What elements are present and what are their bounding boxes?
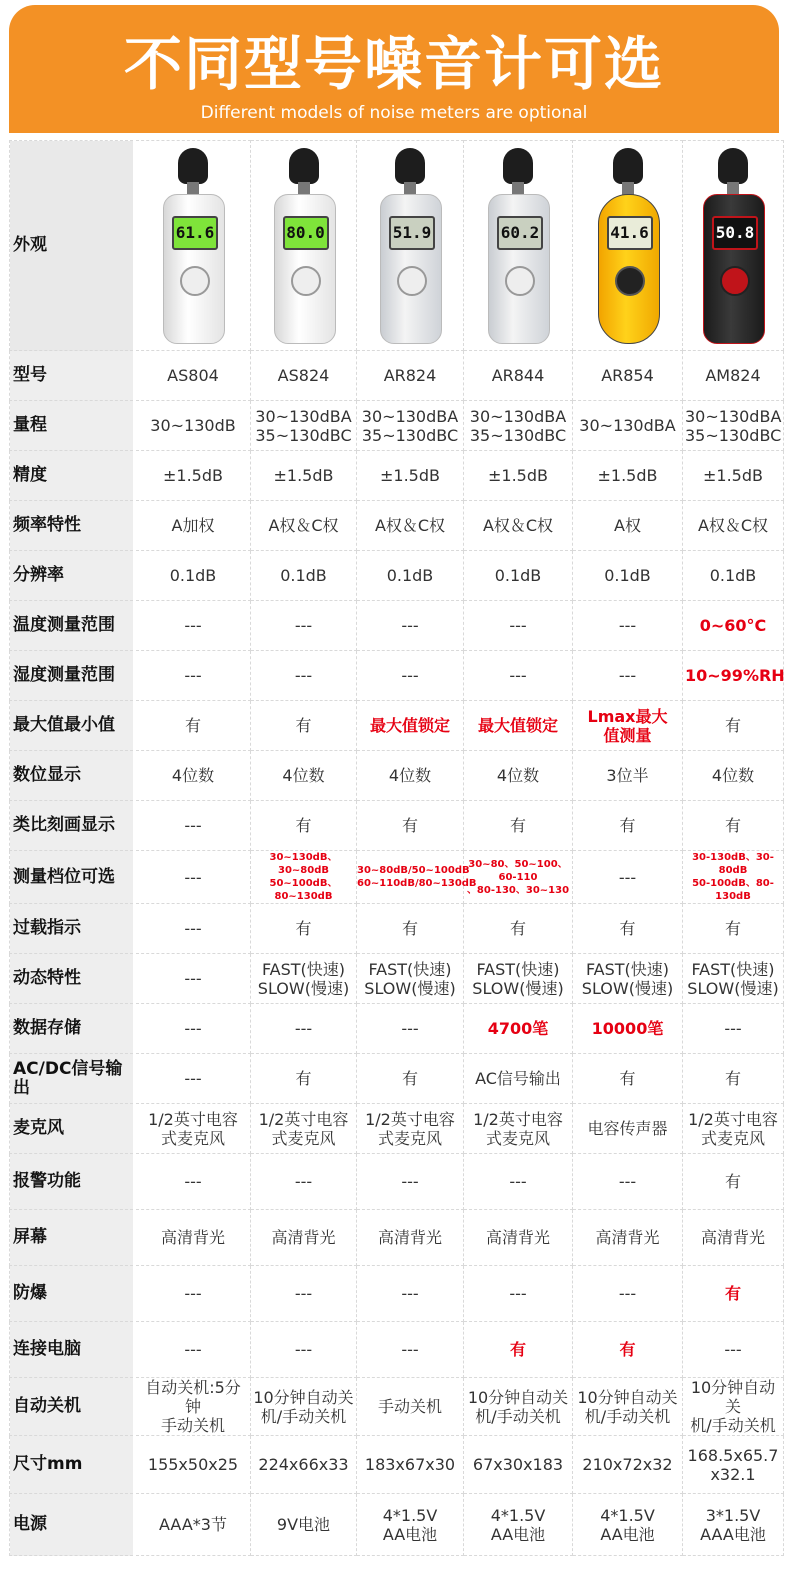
appearance-row xyxy=(10,141,784,351)
spec-row xyxy=(10,1378,784,1436)
spec-cell: 高清背光 xyxy=(251,1210,357,1266)
spec-cell: --- xyxy=(357,1004,464,1054)
spec-cell: 30~130dBA xyxy=(573,401,683,451)
row-label: 连接电脑 xyxy=(10,1322,135,1378)
spec-cell: --- xyxy=(573,851,683,904)
row-label: 屏幕 xyxy=(10,1210,135,1266)
row-label: 分辨率 xyxy=(10,551,135,601)
spec-cell: 4*1.5V AA电池 xyxy=(357,1494,464,1556)
spec-cell: 有 xyxy=(251,1054,357,1104)
row-label: 类比刻画显示 xyxy=(10,801,135,851)
spec-cell: --- xyxy=(251,1266,357,1322)
device-mic xyxy=(395,148,425,184)
spec-row xyxy=(10,1004,784,1054)
spec-cell: --- xyxy=(464,1266,573,1322)
device-buttons xyxy=(397,266,427,296)
spec-cell: 4*1.5V AA电池 xyxy=(464,1494,573,1556)
spec-cell: AR824 xyxy=(357,351,464,401)
device-buttons xyxy=(505,266,535,296)
device-screen-reading: 80.0 xyxy=(283,216,329,250)
spec-cell: 224x66x33 xyxy=(251,1436,357,1494)
spec-row xyxy=(10,501,784,551)
spec-cell: AC信号输出 xyxy=(464,1054,573,1104)
spec-cell: --- xyxy=(464,601,573,651)
spec-cell: 30~130dB xyxy=(135,401,251,451)
device-buttons xyxy=(615,266,645,296)
noise-meter-icon xyxy=(698,146,768,346)
spec-cell: 30~130dBA 35~130dBC xyxy=(464,401,573,451)
spec-cell: 10分钟自动关 机/手动关机 xyxy=(464,1378,573,1436)
row-label: 麦克风 xyxy=(10,1104,135,1154)
row-label: 电源 xyxy=(10,1494,135,1556)
spec-row xyxy=(10,954,784,1004)
device-image-am824 xyxy=(683,141,784,351)
noise-meter-icon xyxy=(593,146,663,346)
device-screen-reading: 41.6 xyxy=(607,216,653,250)
row-label: 最大值最小值 xyxy=(10,701,135,751)
device-buttons xyxy=(180,266,210,296)
row-label: 过载指示 xyxy=(10,904,135,954)
spec-cell: --- xyxy=(573,1154,683,1210)
spec-cell: 有 xyxy=(683,1266,784,1322)
spec-cell: 4位数 xyxy=(683,751,784,801)
spec-cell: 手动关机 xyxy=(357,1378,464,1436)
spec-cell: 10分钟自动关 机/手动关机 xyxy=(683,1378,784,1436)
spec-cell: --- xyxy=(251,1322,357,1378)
row-label: 温度测量范围 xyxy=(10,601,135,651)
spec-cell: AR844 xyxy=(464,351,573,401)
spec-cell: --- xyxy=(251,1154,357,1210)
spec-cell: 30~130dBA 35~130dBC xyxy=(251,401,357,451)
spec-cell: 0~60°C xyxy=(683,601,784,651)
spec-row xyxy=(10,801,784,851)
spec-cell: --- xyxy=(251,601,357,651)
spec-cell: --- xyxy=(573,1266,683,1322)
spec-cell: 0.1dB xyxy=(573,551,683,601)
spec-cell: --- xyxy=(135,954,251,1004)
spec-cell: --- xyxy=(357,1322,464,1378)
row-label: 测量档位可选 xyxy=(10,851,135,904)
spec-cell: 30~130dB、30~80dB 50~100dB、80~130dB xyxy=(251,851,357,904)
spec-cell: 最大值锁定 xyxy=(464,701,573,751)
spec-row xyxy=(10,904,784,954)
spec-cell: --- xyxy=(135,851,251,904)
spec-cell: --- xyxy=(135,1322,251,1378)
spec-cell: 4位数 xyxy=(464,751,573,801)
noise-meter-icon xyxy=(483,146,553,346)
page-subtitle: Different models of noise meters are optional xyxy=(200,103,588,123)
spec-cell: 10分钟自动关 机/手动关机 xyxy=(573,1378,683,1436)
spec-cell: A权＆C权 xyxy=(464,501,573,551)
spec-cell: 4位数 xyxy=(357,751,464,801)
header-banner xyxy=(9,5,779,133)
spec-cell: 有 xyxy=(357,1054,464,1104)
spec-cell: 高清背光 xyxy=(683,1210,784,1266)
row-label: 尺寸mm xyxy=(10,1436,135,1494)
spec-comparison-table xyxy=(9,140,784,1556)
spec-cell: --- xyxy=(135,1054,251,1104)
spec-row xyxy=(10,601,784,651)
spec-cell: --- xyxy=(357,651,464,701)
noise-meter-icon xyxy=(269,146,339,346)
spec-cell: 1/2英寸电容 式麦克风 xyxy=(357,1104,464,1154)
spec-cell: 183x67x30 xyxy=(357,1436,464,1494)
spec-cell: AM824 xyxy=(683,351,784,401)
spec-cell: 有 xyxy=(683,801,784,851)
spec-cell: 最大值锁定 xyxy=(357,701,464,751)
spec-cell: 有 xyxy=(251,701,357,751)
spec-cell: 0.1dB xyxy=(357,551,464,601)
spec-cell: 有 xyxy=(464,904,573,954)
spec-cell: --- xyxy=(135,601,251,651)
spec-cell: 有 xyxy=(251,801,357,851)
spec-cell: A加权 xyxy=(135,501,251,551)
device-screen-reading: 61.6 xyxy=(172,216,218,250)
device-image-ar844 xyxy=(464,141,573,351)
spec-cell: ±1.5dB xyxy=(573,451,683,501)
spec-cell: --- xyxy=(573,651,683,701)
spec-cell: 67x30x183 xyxy=(464,1436,573,1494)
spec-row xyxy=(10,651,784,701)
device-mic xyxy=(178,148,208,184)
spec-cell: --- xyxy=(464,1154,573,1210)
device-image-as804 xyxy=(135,141,251,351)
spec-cell: FAST(快速) SLOW(慢速) xyxy=(357,954,464,1004)
spec-row xyxy=(10,401,784,451)
spec-cell: FAST(快速) SLOW(慢速) xyxy=(683,954,784,1004)
spec-cell: 210x72x32 xyxy=(573,1436,683,1494)
spec-cell: 30~130dBA 35~130dBC xyxy=(357,401,464,451)
spec-row xyxy=(10,1154,784,1210)
spec-cell: ±1.5dB xyxy=(357,451,464,501)
spec-cell: --- xyxy=(135,651,251,701)
spec-row xyxy=(10,351,784,401)
spec-cell: --- xyxy=(135,1266,251,1322)
spec-cell: AR854 xyxy=(573,351,683,401)
row-label: 报警功能 xyxy=(10,1154,135,1210)
spec-cell: 10000笔 xyxy=(573,1004,683,1054)
row-label: AC/DC信号输出 xyxy=(10,1054,135,1104)
spec-row xyxy=(10,1494,784,1556)
spec-cell: 0.1dB xyxy=(251,551,357,601)
spec-cell: 168.5x65.7 x32.1 xyxy=(683,1436,784,1494)
spec-row xyxy=(10,551,784,601)
device-screen-reading: 51.9 xyxy=(389,216,435,250)
spec-cell: 有 xyxy=(573,904,683,954)
noise-meter-icon xyxy=(158,146,228,346)
spec-row xyxy=(10,1322,784,1378)
spec-cell: A权 xyxy=(573,501,683,551)
spec-cell: --- xyxy=(357,1154,464,1210)
spec-cell: 有 xyxy=(683,904,784,954)
spec-cell: 有 xyxy=(135,701,251,751)
row-label: 自动关机 xyxy=(10,1378,135,1436)
spec-cell: --- xyxy=(357,1266,464,1322)
device-screen-reading: 50.8 xyxy=(712,216,758,250)
spec-cell: 155x50x25 xyxy=(135,1436,251,1494)
row-label: 湿度测量范围 xyxy=(10,651,135,701)
spec-cell: --- xyxy=(573,601,683,651)
spec-cell: 1/2英寸电容 式麦克风 xyxy=(135,1104,251,1154)
spec-cell: A权＆C权 xyxy=(251,501,357,551)
spec-cell: --- xyxy=(357,601,464,651)
spec-row xyxy=(10,751,784,801)
spec-cell: --- xyxy=(683,1322,784,1378)
row-label: 外观 xyxy=(10,141,135,351)
device-screen-reading: 60.2 xyxy=(497,216,543,250)
device-mic xyxy=(613,148,643,184)
spec-cell: AAA*3节 xyxy=(135,1494,251,1556)
spec-cell: 0.1dB xyxy=(135,551,251,601)
spec-cell: 4位数 xyxy=(135,751,251,801)
device-image-as824 xyxy=(251,141,357,351)
spec-cell: 有 xyxy=(251,904,357,954)
spec-cell: 0.1dB xyxy=(683,551,784,601)
spec-cell: ±1.5dB xyxy=(135,451,251,501)
spec-row xyxy=(10,701,784,751)
row-label: 防爆 xyxy=(10,1266,135,1322)
spec-cell: 1/2英寸电容 式麦克风 xyxy=(464,1104,573,1154)
spec-cell: 有 xyxy=(683,701,784,751)
spec-cell: 10分钟自动关 机/手动关机 xyxy=(251,1378,357,1436)
spec-cell: 1/2英寸电容 式麦克风 xyxy=(683,1104,784,1154)
spec-row xyxy=(10,1266,784,1322)
spec-cell: A权＆C权 xyxy=(357,501,464,551)
spec-cell: 有 xyxy=(573,801,683,851)
device-buttons xyxy=(720,266,750,296)
spec-cell: 1/2英寸电容 式麦克风 xyxy=(251,1104,357,1154)
page-title: 不同型号噪音计可选 xyxy=(123,30,664,98)
spec-row xyxy=(10,1054,784,1104)
spec-cell: 有 xyxy=(573,1054,683,1104)
spec-cell: 高清背光 xyxy=(135,1210,251,1266)
spec-row xyxy=(10,851,784,904)
spec-cell: ±1.5dB xyxy=(683,451,784,501)
spec-cell: 4位数 xyxy=(251,751,357,801)
spec-cell: 有 xyxy=(464,801,573,851)
spec-row xyxy=(10,451,784,501)
spec-cell: 3位半 xyxy=(573,751,683,801)
spec-row xyxy=(10,1436,784,1494)
spec-cell: Lmax最大 值测量 xyxy=(573,701,683,751)
spec-cell: --- xyxy=(251,651,357,701)
device-buttons xyxy=(291,266,321,296)
spec-cell: --- xyxy=(135,904,251,954)
spec-cell: AS824 xyxy=(251,351,357,401)
spec-row xyxy=(10,1104,784,1154)
spec-cell: 3*1.5V AAA电池 xyxy=(683,1494,784,1556)
row-label: 精度 xyxy=(10,451,135,501)
spec-cell: 10~99%RH xyxy=(683,651,784,701)
spec-cell: 自动关机:5分钟 手动关机 xyxy=(135,1378,251,1436)
spec-cell: FAST(快速) SLOW(慢速) xyxy=(464,954,573,1004)
device-mic xyxy=(718,148,748,184)
device-mic xyxy=(289,148,319,184)
spec-cell: FAST(快速) SLOW(慢速) xyxy=(573,954,683,1004)
row-label: 型号 xyxy=(10,351,135,401)
spec-cell: 30~130dBA 35~130dBC xyxy=(683,401,784,451)
spec-cell: 30~80dB/50~100dB 60~110dB/80~130dB xyxy=(357,851,464,904)
spec-cell: 有 xyxy=(573,1322,683,1378)
spec-cell: AS804 xyxy=(135,351,251,401)
spec-cell: 有 xyxy=(357,904,464,954)
device-image-ar854 xyxy=(573,141,683,351)
spec-row xyxy=(10,1210,784,1266)
spec-cell: FAST(快速) SLOW(慢速) xyxy=(251,954,357,1004)
spec-table-body xyxy=(10,141,784,1556)
spec-cell: --- xyxy=(135,1004,251,1054)
spec-cell: 有 xyxy=(683,1054,784,1104)
spec-cell: 9V电池 xyxy=(251,1494,357,1556)
spec-cell: A权＆C权 xyxy=(683,501,784,551)
spec-cell: --- xyxy=(135,1154,251,1210)
row-label: 量程 xyxy=(10,401,135,451)
spec-cell: 高清背光 xyxy=(357,1210,464,1266)
spec-cell: 高清背光 xyxy=(464,1210,573,1266)
row-label: 数位显示 xyxy=(10,751,135,801)
spec-cell: --- xyxy=(683,1004,784,1054)
spec-cell: 4*1.5V AA电池 xyxy=(573,1494,683,1556)
row-label: 频率特性 xyxy=(10,501,135,551)
spec-cell: 有 xyxy=(464,1322,573,1378)
spec-cell: 4700笔 xyxy=(464,1004,573,1054)
spec-cell: 30-130dB、30-80dB 50-100dB、80-130dB xyxy=(683,851,784,904)
spec-cell: --- xyxy=(135,801,251,851)
spec-cell: 0.1dB xyxy=(464,551,573,601)
device-mic xyxy=(503,148,533,184)
device-image-ar824 xyxy=(357,141,464,351)
spec-cell: 有 xyxy=(683,1154,784,1210)
row-label: 数据存储 xyxy=(10,1004,135,1054)
spec-cell: ±1.5dB xyxy=(464,451,573,501)
spec-cell: --- xyxy=(464,651,573,701)
spec-cell: 高清背光 xyxy=(573,1210,683,1266)
noise-meter-icon xyxy=(375,146,445,346)
spec-cell: --- xyxy=(251,1004,357,1054)
spec-cell: ±1.5dB xyxy=(251,451,357,501)
spec-cell: 电容传声器 xyxy=(573,1104,683,1154)
row-label: 动态特性 xyxy=(10,954,135,1004)
spec-cell: 30~80、50~100、60-110 、80-130、30~130 xyxy=(464,851,573,904)
spec-cell: 有 xyxy=(357,801,464,851)
